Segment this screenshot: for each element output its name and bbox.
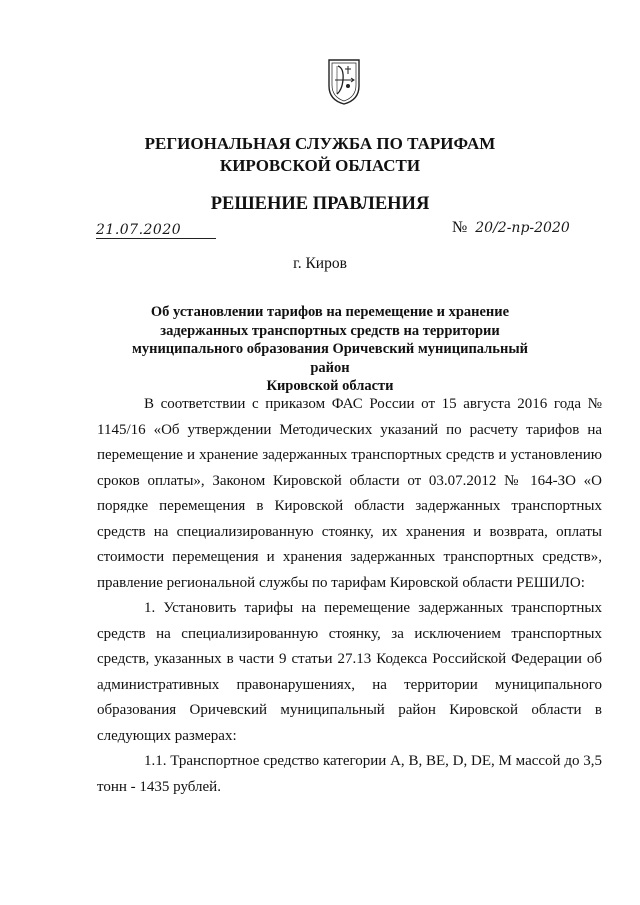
point-1-1-paragraph: 1.1. Транспортное средство категории A, B, BE, D, DE, M массой до 3,5 тонн - 1435 рублей.: [97, 753, 602, 795]
preamble-paragraph: В соответствии с приказом ФАС России от 15 августа 2016 года № 1145/16 «Об утверждении Методических указаний по расчету тарифов на перемещение и хранение задержанных транспортных средств и установлению сроков оплаты», Законом Кировской области от 03.07.2012 № 164-ЗО «О порядке перемещения в Кировской области задержанных транспортных средств на специализированную стоянку, их хранения и возврата, оплаты стоимости перемещения и хранения задержанных транспортных средств», правление региональной службы по тарифам Кировской области РЕШИЛО:: [97, 396, 602, 591]
org-name-line2: КИРОВСКОЙ ОБЛАСТИ: [219, 156, 421, 175]
date-underline: [96, 238, 216, 239]
document-date-value: 21.07.2020: [96, 222, 182, 238]
number-sign: №: [452, 219, 468, 236]
point-1-paragraph: 1. Установить тарифы на перемещение задержанных транспортных средств на специализированную стоянку, за исключением транспортных средств, указанных в части 9 статьи 27.13 Кодекса Российской Федерации об административных правонарушениях, на территории муниципального образования Оричевский муниципальный район Кировской области в следующих размерах:: [97, 600, 602, 744]
document-number-value: 20/2-пр-2020: [475, 220, 570, 236]
coat-of-arms-icon: [326, 56, 362, 106]
document-body: [97, 392, 602, 800]
subject-line: Об установлении тарифов на перемещение и хранение: [150, 304, 510, 320]
document-date: [96, 221, 216, 241]
document-subject: [120, 303, 540, 396]
document-type-title: РЕШЕНИЕ ПРАВЛЕНИЯ: [210, 194, 430, 214]
org-name-line1: РЕГИОНАЛЬНАЯ СЛУЖБА ПО ТАРИФАМ: [144, 134, 496, 153]
subject-line: муниципального образования Оричевский муниципальный район: [131, 341, 529, 376]
document-number: [452, 219, 602, 241]
subject-line: задержанных транспортных средств на территории: [160, 322, 500, 339]
subject-line: Кировской области: [266, 378, 394, 394]
city: г. Киров: [293, 255, 347, 272]
